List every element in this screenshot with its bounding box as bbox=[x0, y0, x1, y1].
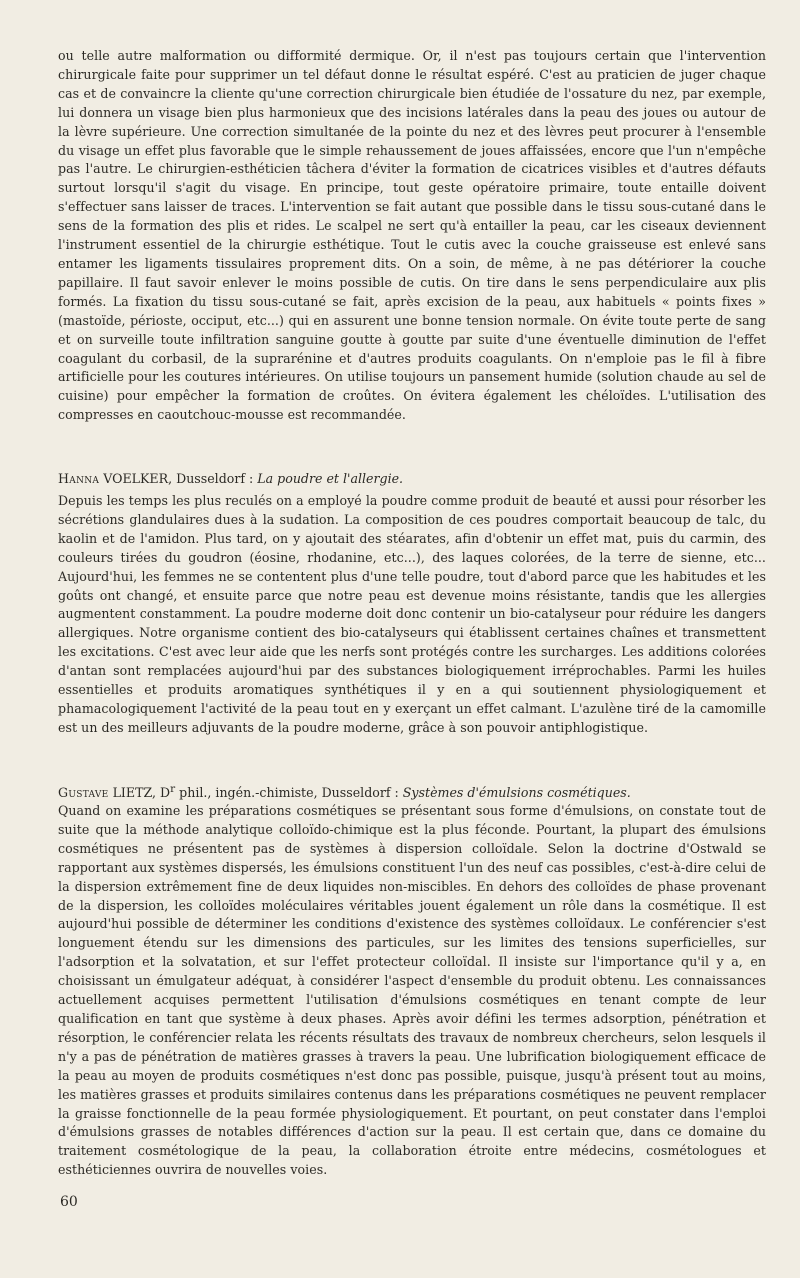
section-heading-voelker bbox=[58, 470, 766, 489]
author-name-affiliation: VOELKER, Dusseldorf : bbox=[103, 471, 254, 486]
paragraph-poudre: Depuis les temps les plus reculés on a employé la poudre comme produit de beauté et aussi pour résorber les sécrétions glandulaires dues à la sudation. La composition de ces poudres comportait beaucoup de talc, du kaolin et de l'amidon. Plus tard, on y ajoutait des stéarates, afin d'obtenir un effet mat, puis du carmin, des couleurs tirées du goudron (éosine, rhodanine, etc...), des laques colorées, de la terre de sienne, etc... Aujourd'hui, les femmes ne se contentent plus d'une telle poudre, tout d'abord parce que les habitudes et les goûts ont changé, et ensuite parce que notre peau est devenue moins résistante, tandis que les allergies augmentent constamment. La poudre moderne doit donc contenir un bio-catalyseur pour réduire les dangers allergiques. Notre organisme contient des bio-catalyseurs qui établissent certaines chaînes et transmettent les excitations. C'est avec leur aide que les nerfs sont protégés contre les surcharges. Les additions colorées d'antan sont remplacées aujourd'hui par des substances biologiquement irréprochables. Parmi les huiles essentielles et produits aromatiques synthétiques il y en a qui soutiennent physiologiquement et phamacologiquement l'activité de la peau tout en y exerçant un effet calmant. L'azulène tiré de la camomille est un des meilleurs adjuvants de la poudre moderne, grâce à son pouvoir antiphlogistique. bbox=[58, 493, 766, 735]
section-heading-lietz bbox=[58, 780, 766, 803]
paragraph-emulsions: Quand on examine les préparations cosmétiques se présentant sous forme d'émulsions, on constate tout de suite que la méthode analytique colloïdo-chimique est la plus féconde. Pourtant, la plupart des émulsions cosmétiques ne présentent pas de systèmes à dispersion colloïdale. Selon la doctrine d'Ostwald se rapportant aux systèmes dispersés, les émulsions constituent l'un des neuf cas possibles, c'est-à-dire celui de la dispersion extrêmement fine de deux liquides non-miscibles. En dehors des colloïdes de phase provenant de la dispersion, les colloïdes moléculaires véritables jouent également un rôle dans la cosmétique. Il est aujourd'hui possible de déterminer les conditions d'existence des systèmes colloïdaux. Le conférencier s'est longuement étendu sur les dimensions des particules, sur les limites des tensions superficielles, sur l'adsorption et la solvatation, et sur l'effet protecteur colloïdal. Il insiste sur l'importance qu'il y a, en choisissant un émulgateur adéquat, à considérer l'aspect d'ensemble du produit obtenu. Les connaissances actuellement acquises permettent l'utilisation d'émulsions cosmétiques en tenant compte de leur qualification en tant que système à deux phases. Après avoir défini les termes adsorption, pénétration et résorption, le conférencier relata les récents résultats des travaux de nombreux chercheurs, selon lesquels il n'y a pas de pénétration de matières grasses à travers la peau. Une lubrification biologiquement efficace de la peau au moyen de produits cosmétiques n'est donc pas possible, puisque, jusqu'à présent tout au moins, les matières grasses et produits similaires contenus dans les préparations cosmétiques ne peuvent remplacer la graisse fonctionnelle de la peau formée physiologiquement. Et pourtant, on peut constater dans l'emploi d'émulsions grasses de notables différences d'action sur la peau. Il est certain que, dans ce domaine du traitement cosmétologique de la peau, la collaboration étroite entre médecins, cosmétologues et esthéticiennes ouvrira de nouvelles voies. bbox=[58, 803, 766, 1178]
author-title-superscript: r bbox=[170, 783, 176, 795]
page-number: 60 bbox=[60, 1194, 78, 1210]
author-name: LIETZ, D bbox=[112, 785, 171, 801]
author-first-name: Gustave bbox=[58, 785, 109, 801]
talk-title: Systèmes d'émulsions cosmétiques. bbox=[402, 785, 631, 801]
talk-title: La poudre et l'allergie. bbox=[257, 471, 404, 486]
author-first-name: Hanna bbox=[58, 471, 100, 486]
author-affiliation: phil., ingén.-chimiste, Dusseldorf : bbox=[175, 785, 399, 801]
paragraph-surgery: ou telle autre malformation ou difformité dermique. Or, il n'est pas toujours certain que l'intervention chirurgicale faite pour supprimer un tel défaut donne le résultat espéré. C'est au praticien de juger chaque cas et de convaincre la cliente qu'une correction chirurgicale bien étudiée de l'ossature du nez, par exemple, lui donnera un visage bien plus harmonieux que des incisions latérales dans la peau des joues ou autour de la lèvre supérieure. Une correction simultanée de la pointe du nez et des lèvres peut procurer à l'ensemble du visage un effet plus favorable que le simple rehaussement de joues affaissées, encore que l'un n'empêche pas l'autre. Le chirurgien-esthéticien tâchera d'éviter la formation de cicatrices visibles et d'autres défauts surtout lorsqu'il s'agit du visage. En principe, tout geste opératoire primaire, toute entaille doivent s'effectuer sans laisser de traces. L'intervention se fait autant que possible dans le tissu sous-cutané dans le sens de la formation des plis et rides. Le scalpel ne sert qu'à entailler la peau, car les ciseaux deviennent l'instrument essentiel de la chirurgie esthétique. Tout le cutis avec la couche graisseuse est enlevé sans entamer les ligaments tissulaires proprement dits. On a soin, de même, à ne pas détériorer la couche papillaire. Il faut savoir enlever le moins possible de cutis. On tire dans le sens perpendiculaire aux plis formés. La fixation du tissu sous-cutané se fait, après excision de la peau, aux habituels « points fixes » (mastoïde, périoste, occiput, etc...) qui en assurent une bonne tension normale. On évite toute perte de sang et on surveille toute infiltration sanguine goutte à goutte par suite d'une éventuelle diminution de l'effet coagulant du corbasil, de la suprarénine et d'autres produits coagulants. On n'emploie pas le fil à fibre artificielle pour les coutures intérieures. On utilise toujours un pansement humide (solution chaude au sel de cuisine) pour empêcher la formation de croûtes. On évitera également les chéloïdes. L'utilisation des compresses en caoutchouc-mousse est recommandée. bbox=[58, 48, 766, 423]
